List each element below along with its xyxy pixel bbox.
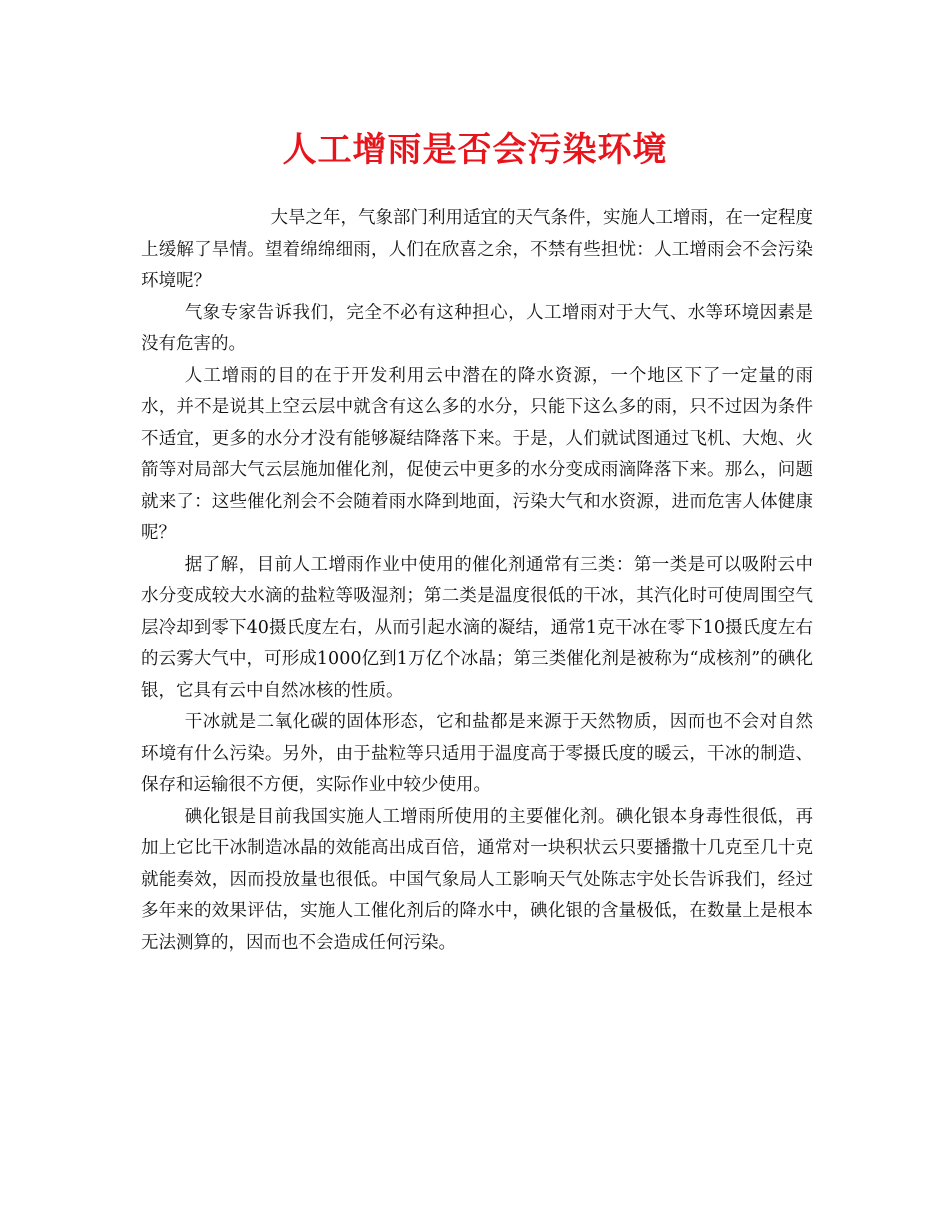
paragraph-5: 干冰就是二氧化碳的固体形态，它和盐都是来源于天然物质，因而也不会对自然环境有什么污染。另外，由于盐粒等只适用于温度高于零摄氏度的暖云，干冰的制造、保存和运输很不方便，实际作业中较少使用。 bbox=[141, 712, 813, 795]
paragraph-6: 碘化银是目前我国实施人工增雨所使用的主要催化剂。碘化银本身毒性很低，再加上它比干冰制造冰晶的效能高出成百倍，通常对一块积状云只要播撒十几克至几十克就能奏效，因而投放量也很低。中国气象局人工影响天气处陈志宇处长告诉我们，经过多年来的效果评估，实施人工催化剂后的降水中，碘化银的含量极低，在数量上是根本无法测算的，因而也不会造成任何污染。 bbox=[141, 806, 813, 953]
paragraph-2: 气象专家告诉我们，完全不必有这种担心，人工增雨对于大气、水等环境因素是没有危害的。 bbox=[141, 302, 813, 354]
paragraph-1: 大旱之年，气象部门利用适宜的天气条件，实施人工增雨，在一定程度上缓解了旱情。望着绵绵细雨，人们在欣喜之余，不禁有些担忧：人工增雨会不会污染环境呢？ bbox=[141, 208, 813, 291]
document-body bbox=[141, 203, 813, 959]
paragraph-3: 人工增雨的目的在于开发利用云中潜在的降水资源，一个地区下了一定量的雨水，并不是说其上空云层中就含有这么多的水分，只能下这么多的雨，只不过因为条件不适宜，更多的水分才没有能够凝结降落下来。于是，人们就试图通过飞机、大炮、火箭等对局部大气云层施加催化剂，促使云中更多的水分变成雨滴降落下来。那么，问题就来了：这些催化剂会不会随着雨水降到地面，污染大气和水资源，进而危害人体健康呢？ bbox=[141, 365, 813, 543]
document-title: 人工增雨是否会污染环境 bbox=[282, 130, 668, 170]
paragraph-4: 据了解，目前人工增雨作业中使用的催化剂通常有三类：第一类是可以吸附云中水分变成较大水滴的盐粒等吸湿剂；第二类是温度很低的干冰，其汽化时可使周围空气层冷却到零下40摄氏度左右，从而引起水滴的凝结，通常1克干冰在零下10摄氏度左右的云雾大气中，可形成1000亿到1万亿个冰晶；第三类催化剂是被称为“成核剂”的碘化银，它具有云中自然冰核的性质。 bbox=[141, 554, 813, 701]
